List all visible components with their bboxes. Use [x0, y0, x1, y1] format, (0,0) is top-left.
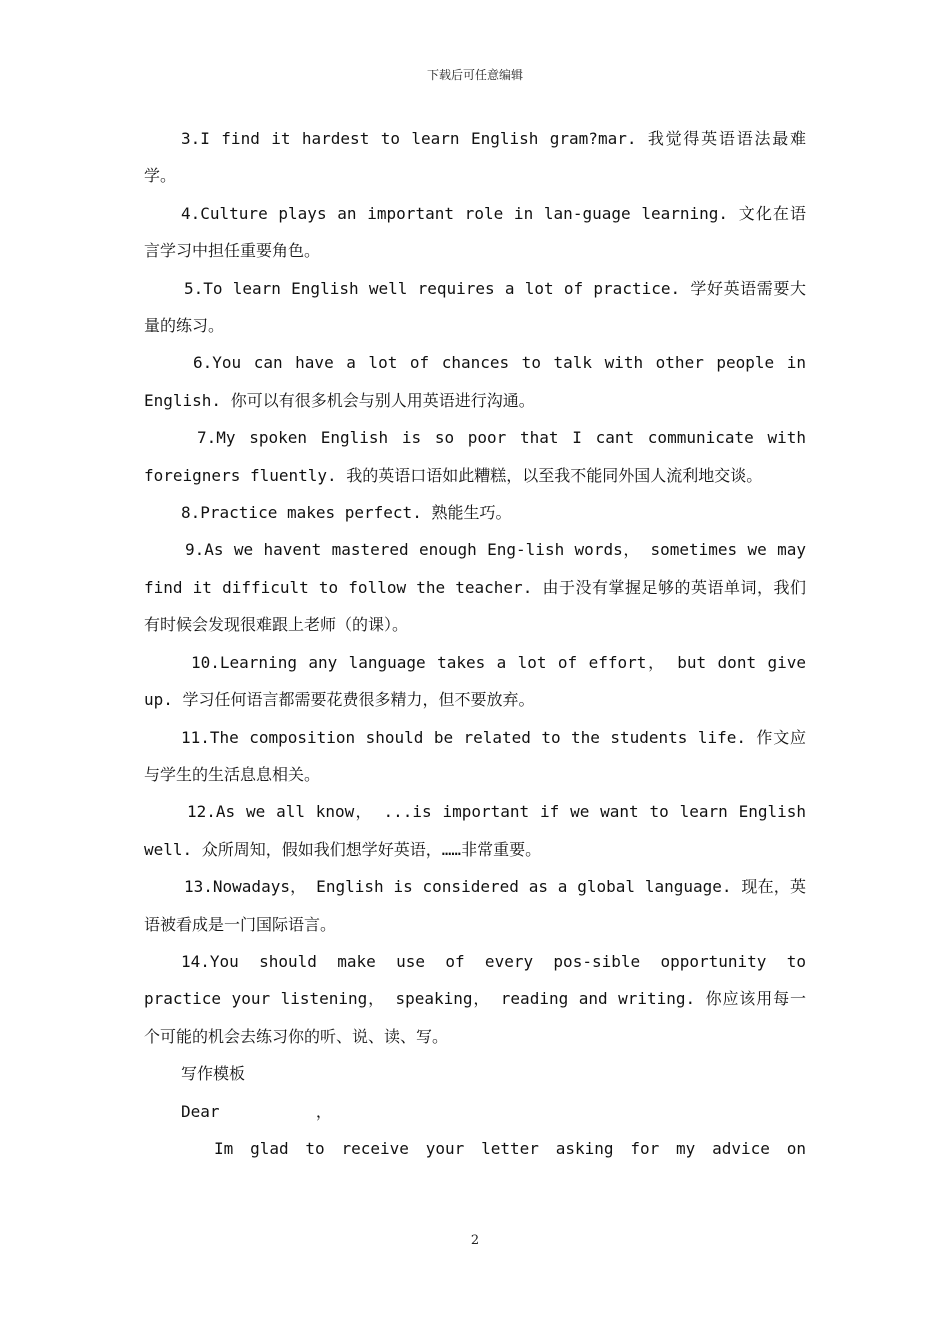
letter-body-start: Im glad to receive your letter asking for my advice on [214, 1138, 806, 1158]
template-heading: 写作模板 [181, 1064, 246, 1084]
sentence-8: 8.Practice makes perfect. 熟能生巧。 [181, 503, 512, 523]
document-body [144, 120, 806, 1167]
letter-greeting: Dear ， [181, 1101, 332, 1121]
sentence-6: 6.You can have a lot of chances to talk with other people in English. 你可以有很多机会与别人用英语进行沟通。 [144, 353, 806, 410]
sentence-7: 7.My spoken English is so poor that I cant communicate with foreigners fluently. 我的英语口语如此糟糕，以至我不能同外国人流利地交谈。 [144, 428, 806, 485]
sentence-11: 11.The composition should be related to the students life. 作文应与学生的生活息息相关。 [144, 727, 806, 784]
sentence-14: 14.You should make use of every pos-sible opportunity to practice your listening， speaking， reading and writing. 你应该用每一个可能的机会去练习你的听、说、读、写。 [144, 951, 806, 1046]
sentence-12: 12.As we all know， ...is important if we want to learn English well. 众所周知，假如我们想学好英语，……非常重要。 [144, 802, 806, 859]
sentence-3: 3.I find it hardest to learn English gram?mar. 我觉得英语语法最难学。 [144, 129, 806, 186]
sentence-9: 9.As we havent mastered enough Eng-lish words， sometimes we may find it difficult to follow the teacher. 由于没有掌握足够的英语单词，我们有时候会发现很难跟上老师（的课）。 [144, 540, 806, 635]
sentence-10: 10.Learning any language takes a lot of effort， but dont give up. 学习任何语言都需要花费很多精力，但不要放弃。 [144, 652, 806, 710]
page-header: 下载后可任意编辑 [426, 68, 523, 82]
sentence-5: 5.To learn English well requires a lot of practice. 学好英语需要大量的练习。 [144, 278, 806, 336]
sentence-4: 4.Culture plays an important role in lan-guage learning. 文化在语言学习中担任重要角色。 [144, 203, 806, 261]
sentence-13: 13.Nowadays， English is considered as a global language. 现在，英语被看成是一门国际语言。 [144, 877, 806, 934]
page-number: 2 [470, 1233, 480, 1248]
